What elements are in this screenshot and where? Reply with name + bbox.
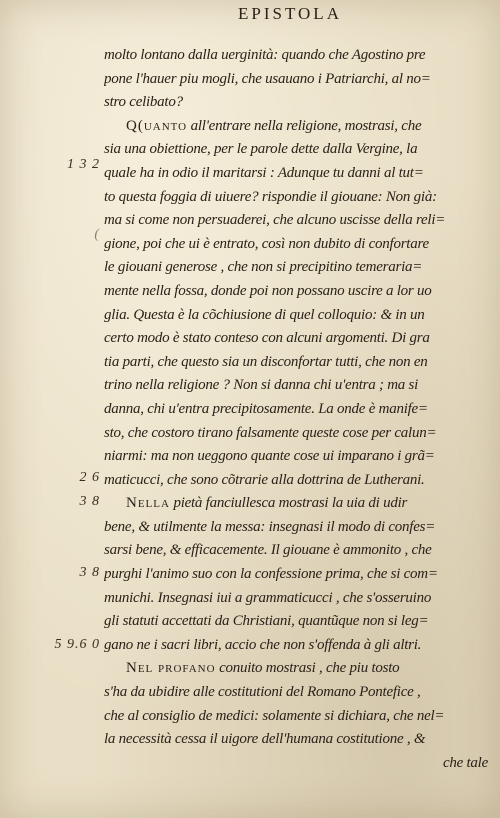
text-line: niarmi: ma non ueggono quante cose ui imparano i grã= bbox=[104, 448, 435, 465]
text-line: sto, che costoro tirano falsamente queste cose per calun= bbox=[104, 424, 437, 441]
text-line: ma si come non persuaderei, che alcuno uscisse della reli= bbox=[104, 212, 446, 229]
margin-note: ( bbox=[94, 227, 100, 242]
text-line: le giouani generose , che non si precipitino temeraria= bbox=[104, 259, 423, 276]
margin-note: 3 8 bbox=[79, 494, 100, 509]
paragraph-lead: Q(uanto bbox=[126, 117, 188, 134]
text-line: sia una obiettione, per le parole dette dalla Vergine, la bbox=[104, 141, 418, 158]
text-line: trino nella religione ? Non si danna chi u'entra ; ma si bbox=[104, 377, 419, 394]
text-line: s'ha da ubidire alle costitutioni del Romano Pontefice , bbox=[104, 684, 421, 701]
text-line: che al consiglio de medici: solamente si dichiara, che nel= bbox=[104, 707, 445, 724]
text-line: gione, poi che ui è entrato, così non dubito di confortare bbox=[104, 235, 429, 252]
margin-note: 2 6 bbox=[79, 470, 100, 485]
text-line: stro celibato? bbox=[104, 94, 183, 111]
text-line: pone l'hauer piu mogli, che usauano i Patriarchi, al no= bbox=[104, 70, 431, 87]
text-line: gano ne i sacri libri, accio che non s'offenda à gli altri. bbox=[104, 636, 422, 653]
text-line: danna, chi u'entra precipitosamente. La onde è manife= bbox=[104, 400, 428, 417]
text-line: molto lontano dalla uerginità: quando che Agostino pre bbox=[104, 47, 426, 63]
text-line: bene, & utilmente la messa: insegnasi il modo di confes= bbox=[104, 518, 436, 535]
text-line: gli statuti accettati da Christiani, quantũque non si leg= bbox=[104, 613, 429, 630]
text-line: glia. Questa è la cõchiusione di quel colloquio: & in un bbox=[104, 306, 425, 323]
text-line: sarsi bene, & efficacemente. Il giouane è ammonito , che bbox=[104, 542, 432, 559]
text-line: purghi l'animo suo con la confessione prima, che si com= bbox=[104, 566, 438, 583]
text-line: Nella pietà fanciullesca mostrasi la uia di udir bbox=[126, 495, 408, 512]
text-line: Q(uanto all'entrare nella religione, mostrasi, che bbox=[126, 117, 422, 134]
paragraph-lead: Nella bbox=[126, 495, 170, 512]
text-line: la necessità cessa il uigore dell'humana costitutione , & bbox=[104, 731, 426, 748]
text-line: mente nella fossa, donde poi non possano uscire a lor uo bbox=[104, 282, 432, 299]
text-line: tia parti, che questo sia un disconfortar tutti, che non en bbox=[104, 353, 428, 370]
running-title: EPISTOLA bbox=[238, 4, 342, 23]
margin-note: 1 3 2 bbox=[67, 157, 100, 172]
text-line: certo modo è stato conteso con alcuni argomenti. Di gra bbox=[104, 330, 430, 347]
body-text bbox=[104, 44, 488, 775]
text-line: maticucci, che sono cõtrarie alla dottrina de Lutherani. bbox=[104, 471, 425, 488]
text-line: Nel profano conuito mostrasi , che piu tosto bbox=[126, 660, 400, 677]
text-line: munichi. Insegnasi iui a grammaticucci , che s'osseruino bbox=[104, 589, 432, 606]
text-line: to questa foggia di uiuere? rispondie il giouane: Non già: bbox=[104, 188, 437, 205]
margin-note: 3 8 bbox=[79, 565, 100, 580]
margin-note: 5 9.6 0 bbox=[54, 637, 100, 652]
paragraph-lead: Nel profano bbox=[126, 660, 216, 677]
catchword: che tale bbox=[442, 754, 488, 771]
text-line: quale ha in odio il maritarsi : Adunque tu danni al tut= bbox=[104, 164, 424, 181]
